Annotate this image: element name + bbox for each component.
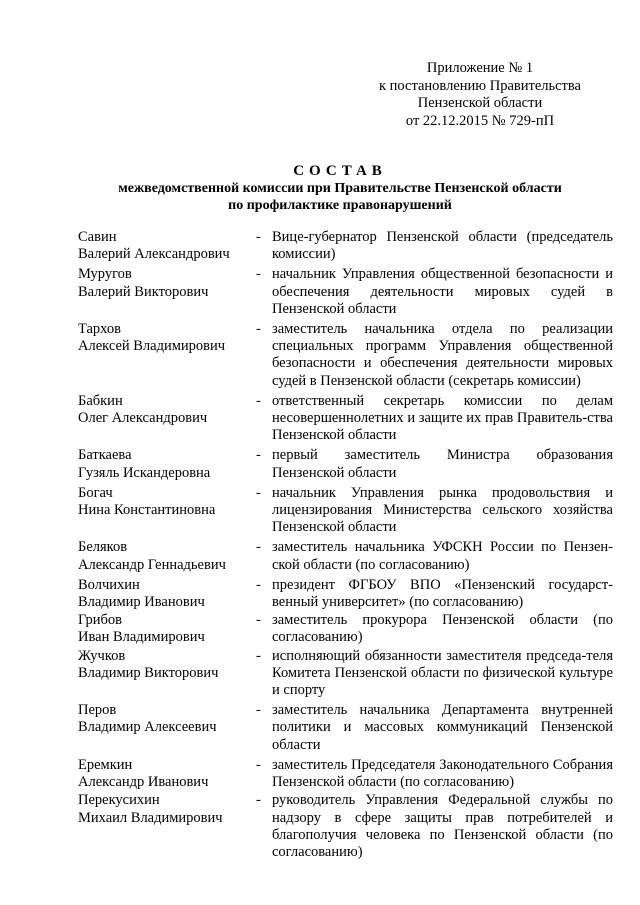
member-role: ответственный секретарь комиссии по делам несовершеннолетних и защите их прав Правитель-ства Пензенской области — [272, 392, 613, 444]
member-given-names: Владимир Алексеевич — [78, 719, 217, 736]
member-given-names: Нина Константиновна — [78, 502, 216, 519]
member-row — [78, 792, 613, 861]
member-surname: Еремкин — [78, 756, 133, 773]
member-row — [78, 485, 613, 537]
member-given-names: Олег Александрович — [78, 410, 208, 427]
member-surname: Грибов — [78, 612, 122, 629]
member-row — [78, 321, 613, 390]
member-dash: - — [256, 484, 261, 501]
member-role: исполняющий обязанности заместителя председа-теля Комитета Пензенской области по физической культуре и спорту — [272, 647, 613, 699]
member-name — [78, 577, 256, 611]
member-surname: Жучков — [78, 647, 126, 664]
member-surname: Перов — [78, 702, 117, 719]
member-name — [78, 229, 256, 263]
member-name — [78, 648, 256, 700]
member-surname: Волчихин — [78, 576, 140, 593]
member-role: заместитель начальника отдела по реализации специальных программ Управления общественной безопасности и обеспечения деятельности мировых судей в Пензенской области (секретарь комиссии) — [272, 321, 613, 389]
member-row — [78, 612, 613, 646]
member-row — [78, 266, 613, 318]
member-role: президент ФГБОУ ВПО «Пензенский государст-венный университет» (по согласованию) — [272, 576, 613, 611]
member-role: руководитель Управления Федеральной службы по надзору в сфере защиты прав потребителей и благополучия человека по Пензенской области (по согласованию) — [272, 792, 613, 860]
member-dash: - — [256, 447, 261, 464]
member-dash: - — [256, 321, 261, 338]
member-dash: - — [256, 647, 261, 664]
member-dash: - — [256, 266, 261, 283]
member-role: заместитель прокурора Пензенской области (по согласованию) — [272, 612, 613, 646]
member-row — [78, 577, 613, 611]
member-surname: Богач — [78, 484, 113, 501]
document-subtitle-line: межведомственной комиссии при Правительстве Пензенской области — [118, 181, 562, 196]
member-name — [78, 266, 256, 318]
member-surname: Бабкин — [78, 392, 123, 409]
appendix-line: от 22.12.2015 № 729-пП — [405, 112, 555, 129]
member-role: Вице-губернатор Пензенской области (председатель комиссии) — [272, 229, 613, 263]
member-row — [78, 539, 613, 573]
member-row — [78, 702, 613, 754]
member-dash: - — [256, 576, 261, 593]
member-given-names: Михаил Владимирович — [78, 809, 223, 826]
member-name — [78, 792, 256, 861]
member-name — [78, 393, 256, 445]
member-surname: Беляков — [78, 539, 128, 556]
member-given-names: Иван Владимирович — [78, 629, 205, 646]
member-given-names: Гузяль Искандеровна — [78, 464, 211, 481]
member-role: заместитель Председателя Законодательного Собрания Пензенской области (по согласованию) — [272, 756, 613, 791]
member-given-names: Александр Иванович — [78, 774, 209, 791]
member-dash: - — [256, 702, 261, 719]
member-name — [78, 757, 256, 791]
member-dash: - — [256, 612, 261, 629]
member-surname: Перекусихин — [78, 792, 160, 809]
member-row — [78, 757, 613, 791]
member-role: заместитель начальника УФСКН России по Пензен-ской области (по согласованию) — [272, 539, 613, 573]
member-name — [78, 539, 256, 573]
member-row — [78, 447, 613, 481]
document-subtitle-line: по профилактике правонарушений — [228, 198, 452, 213]
appendix-line: Пензенской области — [417, 95, 543, 111]
member-name — [78, 321, 256, 390]
member-name — [78, 702, 256, 754]
member-dash: - — [256, 792, 261, 809]
member-given-names: Алексей Владимирович — [78, 338, 226, 355]
member-row — [78, 393, 613, 445]
appendix-line: к постановлению Правительства — [379, 77, 581, 94]
member-surname: Муругов — [78, 266, 132, 283]
member-surname: Савин — [78, 229, 117, 245]
member-given-names: Александр Геннадьевич — [78, 556, 226, 573]
member-dash: - — [256, 539, 261, 556]
member-surname: Баткаева — [78, 447, 132, 464]
member-given-names: Валерий Викторович — [78, 283, 209, 300]
member-name — [78, 612, 256, 646]
document-title: СОСТАВ — [293, 163, 387, 179]
member-name — [78, 485, 256, 537]
member-role: первый заместитель Министра образования Пензенской области — [272, 447, 613, 481]
title-block — [40, 163, 640, 214]
member-surname: Тархов — [78, 321, 121, 338]
member-role: заместитель начальника Департамента внутренней политики и массовых коммуникаций Пензенской области — [272, 702, 613, 753]
member-given-names: Владимир Викторович — [78, 664, 219, 681]
member-row — [78, 648, 613, 700]
appendix-header — [330, 60, 630, 130]
member-dash: - — [256, 756, 261, 773]
members-list — [78, 229, 613, 861]
member-dash: - — [256, 229, 261, 245]
member-role: начальник Управления общественной безопасности и обеспечения деятельности мировых судей в Пензенской области — [272, 266, 613, 317]
member-row — [78, 229, 613, 263]
member-given-names: Владимир Иванович — [78, 594, 205, 611]
member-given-names: Валерий Александрович — [78, 246, 230, 263]
member-dash: - — [256, 392, 261, 409]
appendix-line: Приложение № 1 — [426, 60, 534, 76]
member-role: начальник Управления рынка продовольствия и лицензирования Министерства сельского хозяйства Пензенской области — [272, 484, 613, 536]
member-name — [78, 447, 256, 481]
